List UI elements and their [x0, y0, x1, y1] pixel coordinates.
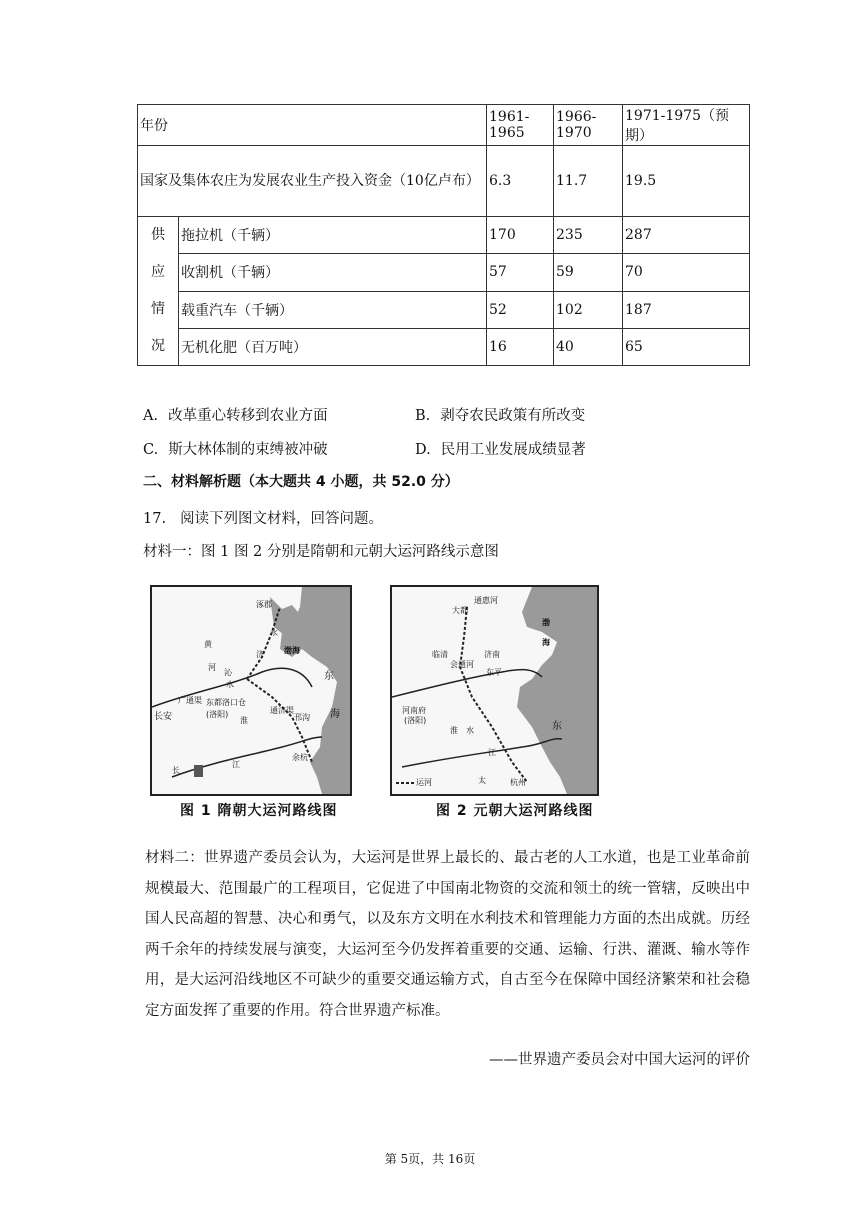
table-cell: 52: [487, 291, 554, 328]
map2-caption: 图 2 元朝大运河路线图: [436, 803, 594, 819]
map-label: 长安: [154, 712, 173, 722]
map-label: 邗沟: [294, 713, 310, 722]
option-text: 剥夺农民政策有所改变: [440, 408, 586, 424]
source-attribution: ——世界遗产委员会对中国大运河的评价: [489, 1052, 750, 1068]
option-text: 改革重心转移到农业方面: [168, 408, 328, 424]
map-label: 长: [172, 766, 180, 775]
table-cell: 287: [623, 217, 750, 254]
map-label: 水: [226, 680, 234, 689]
map-label: 永: [270, 628, 278, 637]
map-yuan-canal: [390, 585, 599, 796]
row-label: 收割机（千辆）: [179, 254, 487, 291]
table-row: [138, 291, 750, 328]
table-cell: 19.5: [623, 146, 750, 217]
table-cell: 65: [623, 328, 750, 365]
question-17: [143, 507, 383, 528]
table-cell: 6.3: [487, 146, 554, 217]
row-label: 拖拉机（千辆）: [179, 217, 487, 254]
map-label: 太: [478, 776, 486, 785]
table-row: [138, 254, 750, 291]
map-label: 河南府: [402, 706, 426, 715]
map-label: 黄: [204, 640, 212, 649]
map-label: 大都: [452, 606, 468, 615]
table-header-col: 1971-1975（预期）: [623, 105, 750, 146]
map-sui-canal: [150, 585, 352, 796]
map-label: 江: [232, 760, 240, 769]
table-header-col: 1966-1970: [554, 105, 623, 146]
lake: [194, 765, 203, 777]
table-cell: 102: [554, 291, 623, 328]
option-letter: A.: [143, 408, 159, 424]
map-label: 济: [256, 650, 264, 659]
map-label: 济南: [484, 650, 500, 659]
option-letter: C.: [143, 442, 159, 458]
map-sui-drawing: [152, 587, 350, 794]
table-row: [138, 328, 750, 365]
table-cell: 57: [487, 254, 554, 291]
map-label: 江: [488, 748, 496, 757]
material-one: 材料一：图 1 图 2 分别是隋朝和元朝大运河路线示意图: [143, 544, 499, 560]
map-label: 通惠河: [474, 596, 498, 605]
option-text: 斯大林体制的束缚被冲破: [168, 442, 328, 458]
map1-caption: 图 1 隋朝大运河路线图: [180, 803, 338, 819]
table-row: [138, 146, 750, 217]
map-label: 渤海: [284, 646, 300, 655]
map-label: 东: [552, 721, 562, 732]
table-cell: 59: [554, 254, 623, 291]
row-label: 无机化肥（百万吨）: [179, 328, 487, 365]
page-footer: 第 5页，共 16页: [384, 1152, 476, 1166]
table-cell: 187: [623, 291, 750, 328]
map-label: 东平: [486, 668, 502, 677]
table-header-year: 年份: [138, 105, 487, 146]
table-header-row: [138, 105, 750, 146]
map-label: 渤: [542, 618, 550, 627]
map-label: 东: [324, 671, 334, 682]
material-two: 材料二：世界遗产委员会认为，大运河是世界上最长的、最古老的人工水道，也是工业革命前规模最大、范围最广的工程项目，它促进了中国南北物资的交流和领土的统一管辖，反映出中国人民高超的智慧、决心和勇气，以及东方文明在水利技术和管理能力方面的杰出成就。历经两千余年的持续发展与演变，大运河至今仍发挥着重要的交通、运输、行洪、灌溉、输水等作用，是大运河沿线地区不可缺少的重要交通运输方式，自古至今在保障中国经济繁荣和社会稳定方面发挥了重要的作用。符合世界遗产标准。: [145, 850, 750, 1019]
investment-label: 国家及集体农庄为发展农业生产投入资金（10亿卢布）: [138, 146, 487, 217]
map-label: 杭州: [510, 778, 526, 787]
supply-char: 供: [151, 227, 165, 243]
data-table: [137, 104, 750, 366]
table-cell: 170: [487, 217, 554, 254]
map-label: (洛阳): [206, 710, 229, 719]
map-label: 运河: [416, 778, 432, 787]
map-label: 淮: [450, 726, 458, 735]
table-cell: 11.7: [554, 146, 623, 217]
supply-char: 情: [151, 301, 165, 317]
map-label: 淮: [240, 716, 248, 725]
row-label: 载重汽车（千辆）: [179, 291, 487, 328]
map-label: (洛阳): [404, 716, 427, 725]
section-title: 二、材料解析题（本大题共 4 小题，共 52.0 分）: [143, 474, 459, 490]
supply-label: [138, 217, 179, 366]
option-d[interactable]: [415, 438, 586, 459]
option-letter: B.: [415, 408, 431, 424]
map-label: 沁: [224, 668, 232, 677]
map-label: 东都洛口仓: [206, 698, 246, 707]
map-label: 通济渠: [270, 706, 294, 715]
map-label: 广通渠: [178, 696, 202, 705]
map-label: 水: [466, 726, 474, 735]
map-label: 海: [542, 638, 550, 647]
supply-char: 况: [151, 338, 165, 354]
option-letter: D.: [415, 442, 431, 458]
question-number: 17.: [143, 511, 167, 527]
map-label: 临清: [432, 650, 448, 659]
map-label: 余杭: [292, 753, 308, 762]
sea-area: [517, 587, 597, 794]
map-label: 会通河: [450, 660, 474, 669]
yangtze-river: [402, 739, 562, 767]
table-header-col: 1961-1965: [487, 105, 554, 146]
table-cell: 235: [554, 217, 623, 254]
option-b[interactable]: [415, 404, 585, 425]
map-label: 海: [330, 709, 340, 720]
option-text: 民用工业发展成绩显著: [440, 442, 586, 458]
table-row: [138, 217, 750, 254]
map-yuan-drawing: [392, 587, 597, 794]
map-label: 河: [208, 663, 216, 672]
table-cell: 16: [487, 328, 554, 365]
option-c[interactable]: [143, 438, 328, 459]
map-label: 涿郡: [256, 600, 272, 609]
question-text: 阅读下列图文材料，回答问题。: [180, 511, 384, 527]
table-cell: 40: [554, 328, 623, 365]
supply-char: 应: [151, 264, 165, 280]
table-cell: 70: [623, 254, 750, 291]
option-a[interactable]: [143, 404, 328, 425]
